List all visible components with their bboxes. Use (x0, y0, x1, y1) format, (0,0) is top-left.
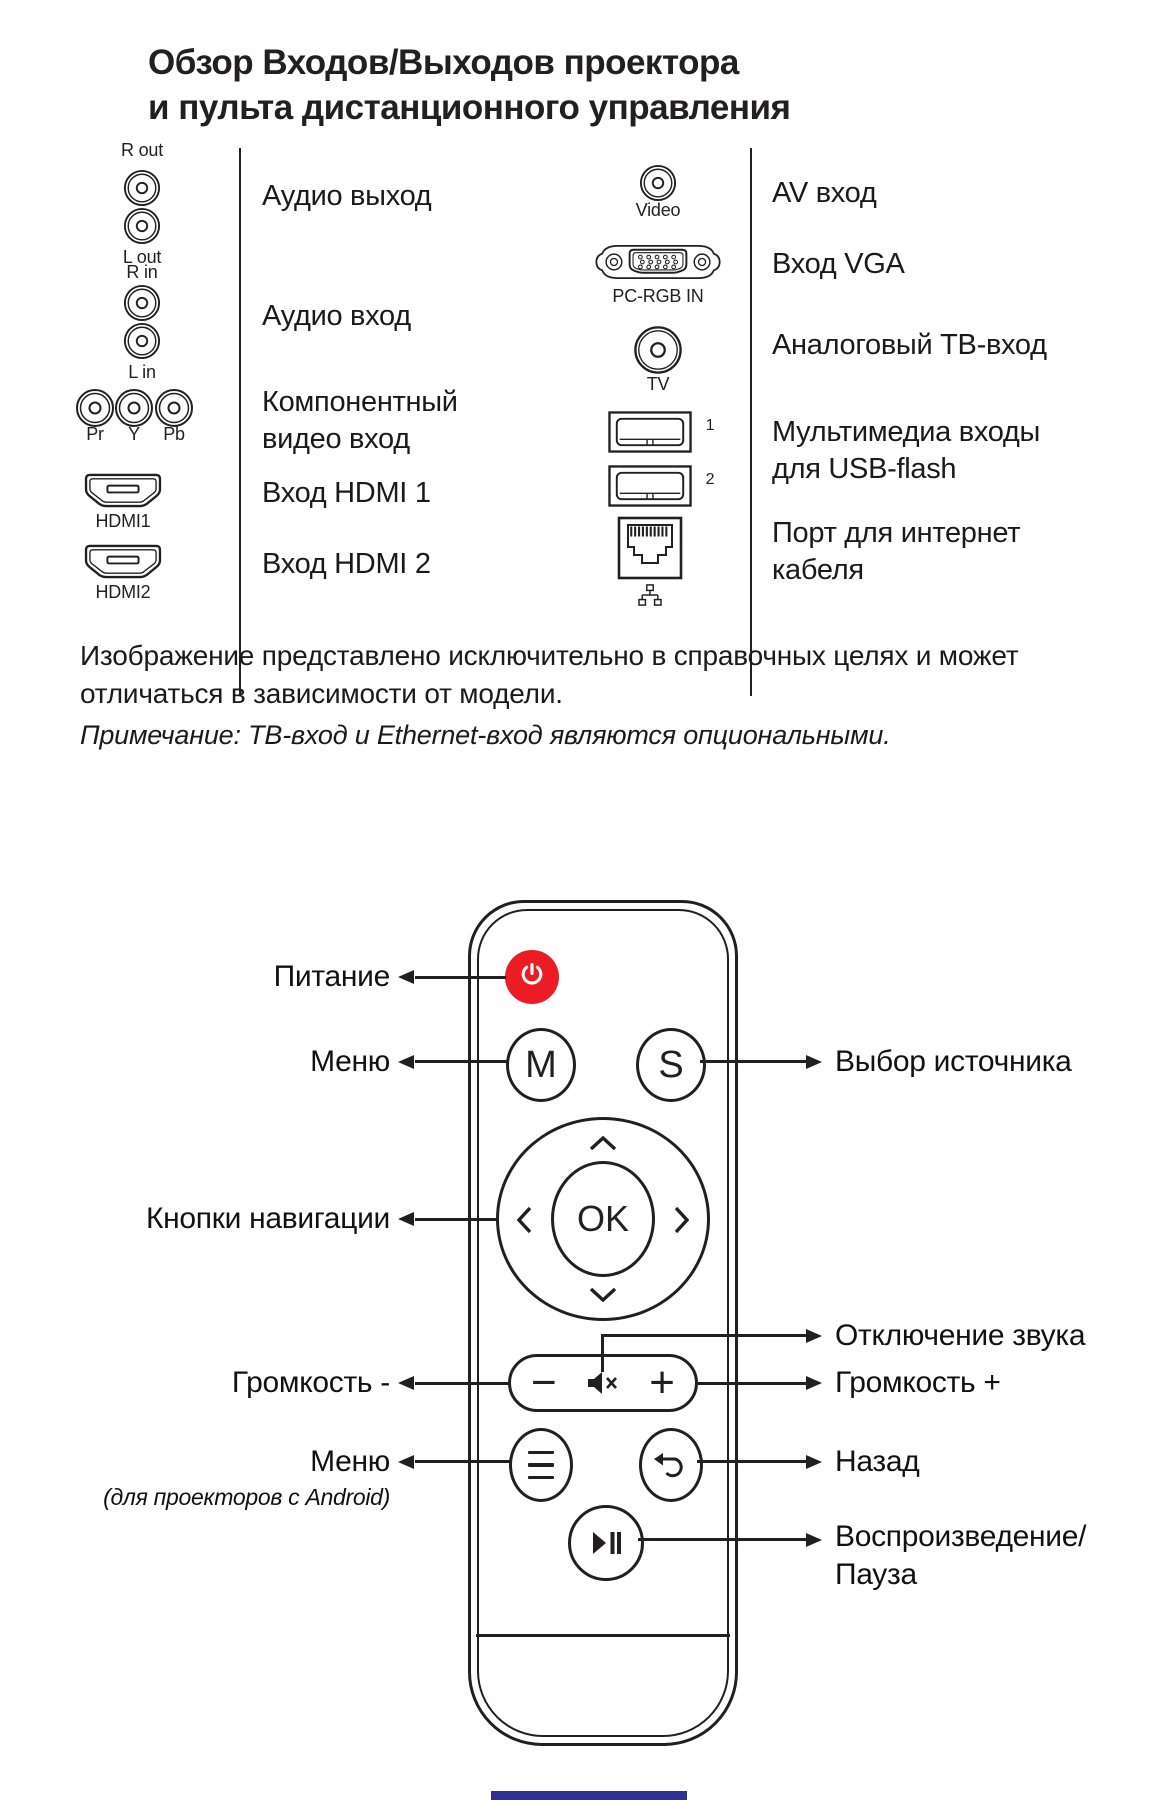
rca-r-in-label: R in (126, 262, 158, 282)
source-callout: Выбор источника (835, 1045, 1072, 1078)
back-button (639, 1428, 703, 1502)
page-title-line1: Обзор Входов/Выходов проектора (148, 43, 739, 82)
back-callout: Назад (835, 1445, 920, 1478)
vol-minus-arrowhead (398, 1376, 414, 1390)
ok-button (551, 1161, 655, 1277)
usb-desc: Мультимедиа входы для USB-flash (772, 416, 1041, 485)
audio-in-desc: Аудио вход (262, 300, 411, 332)
coax-tv-connector-icon (633, 325, 683, 375)
android-menu-button (509, 1428, 573, 1502)
pc-rgb-in-label: PC-RGB IN (612, 286, 704, 306)
hdmi-connector-icon (84, 473, 162, 509)
remote-body-inner-line (477, 909, 729, 1737)
rca-jack-icon (123, 169, 161, 207)
menu2-sub-callout: (для проекторов с Android) (103, 1484, 390, 1510)
play-arrow (638, 1538, 806, 1541)
menu-callout: Меню (310, 1045, 390, 1078)
power-callout: Питание (273, 960, 390, 993)
component-y-label: Y (128, 424, 140, 444)
disclaimer-text: Изображение представлено исключительно в справочных целях и может отличаться в зависимости от модели. (80, 640, 1019, 709)
hdmi1-desc: Вход HDMI 1 (262, 477, 431, 509)
mute-arrow-vertical (601, 1336, 604, 1372)
menu-arrowhead (398, 1055, 414, 1069)
component-pr-label: Pr (86, 424, 104, 444)
hdmi2-label: HDMI2 (95, 582, 151, 602)
rca-r-out-label: R out (120, 140, 164, 160)
chevron-left-icon (517, 1206, 532, 1234)
component-jack-icon (75, 388, 115, 428)
source-arrow (700, 1060, 806, 1063)
vol-plus-callout: Громкость + (835, 1366, 1001, 1399)
page-title-line2: и пульта дистанционного управления (148, 88, 791, 127)
video-label: Video (635, 200, 681, 220)
play-pause-icon (591, 1530, 622, 1556)
mute-callout: Отключение звука (835, 1319, 1086, 1352)
source-s-label: S (658, 1043, 684, 1086)
usb1-number: 1 (705, 417, 715, 434)
ethernet-port-icon (617, 516, 683, 580)
tv-desc: Аналоговый ТВ-вход (772, 329, 1047, 361)
rca-jack-icon (123, 322, 161, 360)
rca-jack-icon (123, 284, 161, 322)
vol-minus-arrow (415, 1382, 509, 1385)
menu-lines-icon (528, 1463, 554, 1467)
component-jack-icon (114, 388, 154, 428)
vga-desc: Вход VGA (772, 248, 905, 280)
right-divider (750, 148, 752, 696)
menu-lines-icon (528, 1476, 554, 1480)
audio-out-desc: Аудио выход (262, 180, 432, 212)
power-arrowhead (398, 970, 414, 984)
nav-callout: Кнопки навигации (145, 1202, 390, 1235)
footer-accent-bar (491, 1791, 687, 1800)
component-desc: Компонентный видео вход (262, 386, 458, 455)
usb-port-icon (608, 465, 692, 507)
note-text: Примечание: ТВ-вход и Ethernet-вход являются опциональными. (80, 720, 891, 750)
back-arrow (697, 1460, 806, 1463)
play-callout: Воспроизведение/Пауза (835, 1520, 1087, 1591)
component-jack-icon (154, 388, 194, 428)
page-title (148, 40, 790, 130)
play-pause-button (568, 1505, 644, 1581)
back-icon (654, 1449, 688, 1481)
left-divider (239, 148, 241, 696)
menu2-arrow (415, 1460, 510, 1463)
volume-minus-button: − (531, 1358, 557, 1407)
remote-body (468, 900, 738, 1746)
menu-lines-icon (528, 1451, 554, 1455)
menu-m-label: M (525, 1043, 557, 1086)
av-desc: AV вход (772, 177, 877, 209)
usb2-number: 2 (705, 471, 715, 488)
chevron-up-icon (589, 1136, 617, 1151)
hdmi2-desc: Вход HDMI 2 (262, 548, 431, 580)
mute-arrow (601, 1334, 806, 1337)
source-s-button (636, 1028, 706, 1102)
menu2-arrowhead (398, 1455, 414, 1469)
volume-plus-button: + (649, 1358, 675, 1407)
chevron-down-icon (589, 1287, 617, 1302)
nav-pad (496, 1117, 710, 1321)
menu-arrow (415, 1060, 507, 1063)
power-button (505, 950, 559, 1004)
rca-jack-icon (639, 164, 677, 202)
back-arrowhead (806, 1455, 822, 1469)
hdmi1-label: HDMI1 (95, 511, 151, 531)
component-pb-label: Pb (163, 424, 185, 444)
menu-m-button (506, 1028, 576, 1102)
mute-icon (586, 1370, 620, 1396)
ok-label: OK (576, 1198, 629, 1239)
vol-minus-callout: Громкость - (231, 1366, 390, 1399)
nav-arrow (415, 1218, 497, 1221)
rca-l-in-label: L in (128, 362, 156, 382)
usb-port-icon (608, 411, 692, 453)
network-icon (637, 584, 663, 606)
hdmi-connector-icon (84, 544, 162, 580)
power-icon (517, 962, 547, 992)
power-arrow (415, 976, 506, 979)
menu2-callout: Меню (310, 1445, 390, 1478)
chevron-right-icon (674, 1206, 689, 1234)
vol-plus-arrow (698, 1382, 806, 1385)
rca-l-out-label: L out (122, 247, 162, 267)
vol-plus-arrowhead (806, 1376, 822, 1390)
play-arrowhead (806, 1533, 822, 1547)
nav-arrowhead (398, 1212, 414, 1226)
battery-cover-line (476, 1634, 730, 1637)
rca-jack-icon (123, 207, 161, 245)
mute-arrowhead (806, 1329, 822, 1343)
source-arrowhead (806, 1055, 822, 1069)
vga-connector-icon (594, 239, 722, 285)
tv-label: TV (646, 374, 670, 394)
ethernet-desc: Порт для интернет кабеля (772, 517, 1021, 586)
